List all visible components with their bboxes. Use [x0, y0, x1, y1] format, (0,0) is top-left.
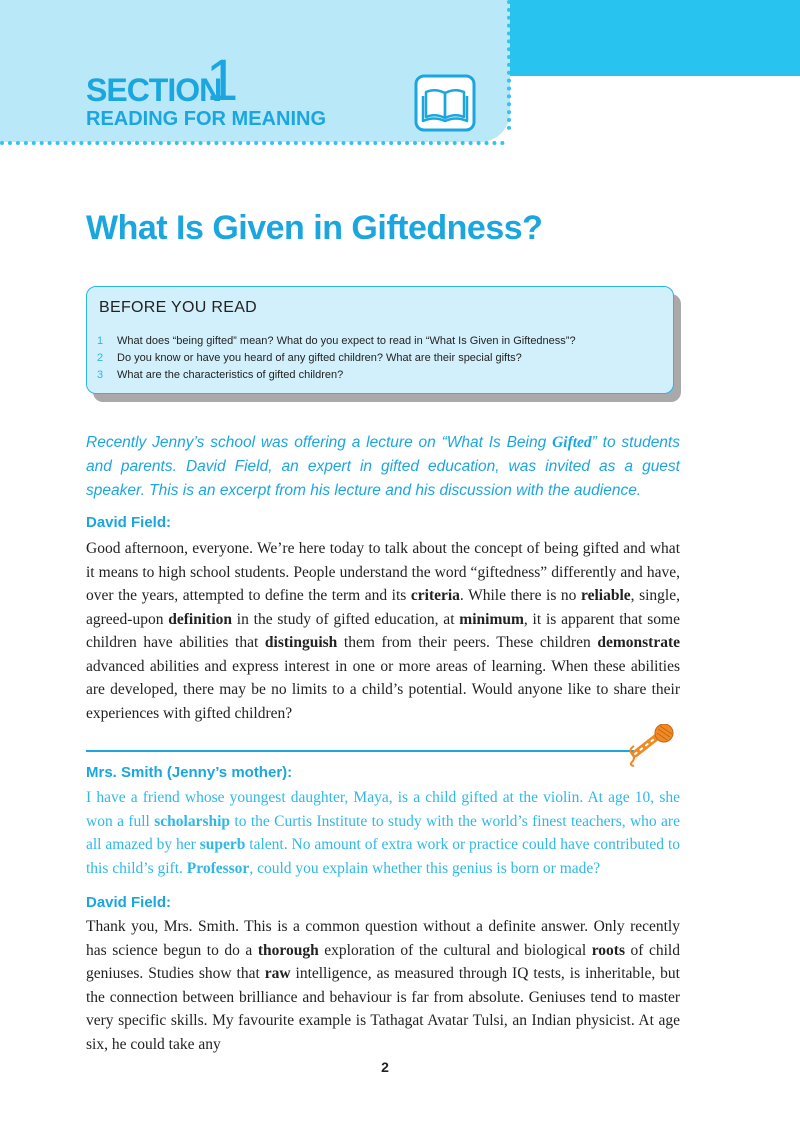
question-number: 2	[97, 352, 104, 364]
paragraph-text: , single, agreed-upon	[86, 587, 680, 628]
dialogue-paragraph-3	[86, 915, 680, 1056]
vocab-word: criteria	[410, 587, 460, 604]
paragraph-text: , could you explain whether this genius is born or made?	[249, 859, 601, 877]
question-text: What does “being gifted” mean? What do you expect to read in “What Is Given in Giftedness”?	[117, 335, 576, 347]
vocab-word: reliable	[580, 587, 631, 604]
question-number: 1	[97, 335, 104, 347]
vocab-word: raw	[264, 965, 291, 982]
vocab-word: definition	[168, 610, 232, 628]
intro-text: Recently Jenny’s school was offering a lecture on “What Is Being	[86, 434, 553, 451]
vocab-word: distinguish	[264, 634, 338, 651]
intro-text: ” to students and parents. David Field, an expert in gifted education, was invited as a guest speaker. This is an excerpt from his lecture and his discussion with the audience.	[86, 434, 680, 499]
paragraph-text: advanced abilities and express interest in one or more areas of learning. When these abilities are developed, there may be no limits to a child’s potential. Would anyone like to share their experiences with gifted children?	[86, 657, 680, 722]
speaker-label: David Field:	[86, 894, 172, 911]
intro-paragraph	[86, 431, 680, 503]
vocab-word: superb	[199, 836, 246, 853]
paragraph-text: in the study of gifted education, at	[232, 610, 460, 628]
divider-line	[86, 750, 634, 752]
intro-gifted-word: Gifted	[552, 434, 592, 451]
paragraph-text: Thank you, Mrs. Smith. This is a common question without a definite answer. Only recently has science begun to do a	[86, 918, 680, 959]
vocab-word: scholarship	[154, 812, 231, 830]
vocab-word: roots	[591, 941, 625, 959]
section-label: SECTION	[86, 72, 222, 108]
paragraph-text: . While there is no	[459, 587, 581, 604]
header-dotted-border-bottom	[0, 141, 505, 145]
book-icon	[414, 74, 476, 132]
vocab-word: Professor	[186, 859, 250, 877]
dialogue-paragraph-1	[86, 537, 680, 725]
paragraph-text: , it is apparent that some children have abilities that	[86, 610, 680, 651]
header-color-block	[510, 0, 800, 76]
vocab-word: thorough	[257, 941, 319, 959]
before-you-read-heading: BEFORE YOU READ	[99, 299, 258, 316]
paragraph-text: I have a friend whose youngest daughter, Maya, is a child gifted at the violin. At age 10, she won a full	[86, 789, 680, 830]
paragraph-text: exploration of the cultural and biological	[318, 941, 592, 959]
before-you-read-questions	[97, 333, 576, 384]
paragraph-text: to the Curtis Institute to study with the world’s finest teachers, who are all amazed by her	[86, 812, 680, 853]
microphone-icon	[620, 724, 680, 768]
question-text: Do you know or have you heard of any gifted children? What are their special gifts?	[117, 352, 522, 364]
page-title: What Is Given in Giftedness?	[86, 209, 543, 247]
page-number: 2	[381, 1059, 389, 1075]
section-number: 1	[206, 48, 239, 113]
speaker-label: David Field:	[86, 514, 172, 531]
paragraph-text: Good afternoon, everyone. We’re here today to talk about the concept of being gifted and what it means to high school students. People understand the word “giftedness” differently and have, over the years, attempted to define the term and its	[86, 540, 680, 604]
dialogue-paragraph-2	[86, 786, 680, 880]
section-title: READING FOR MEANING	[86, 108, 326, 130]
list-item	[97, 350, 576, 367]
vocab-word: demonstrate	[597, 634, 681, 651]
paragraph-text: talent. No amount of extra work or practice could have contributed to this child’s gift.	[86, 836, 681, 877]
paragraph-text: intelligence, as measured through IQ tests, is inheritable, but the connection between brilliance and behaviour is far from absolute. Geniuses tend to master very specific skills. My favourite example is Tathagat Avatar Tulsi, an Indian physicist. At age six, he could take any	[86, 965, 680, 1053]
paragraph-text: of child geniuses. Studies show that	[86, 941, 680, 982]
before-you-read-box	[86, 286, 674, 394]
question-text: What are the characteristics of gifted children?	[117, 369, 344, 381]
vocab-word: minimum	[459, 610, 524, 628]
question-number: 3	[97, 369, 104, 381]
list-item	[97, 367, 576, 384]
list-item	[97, 333, 576, 350]
speaker-label: Mrs. Smith (Jenny’s mother):	[86, 764, 293, 781]
paragraph-text: them from their peers. These children	[337, 634, 598, 651]
